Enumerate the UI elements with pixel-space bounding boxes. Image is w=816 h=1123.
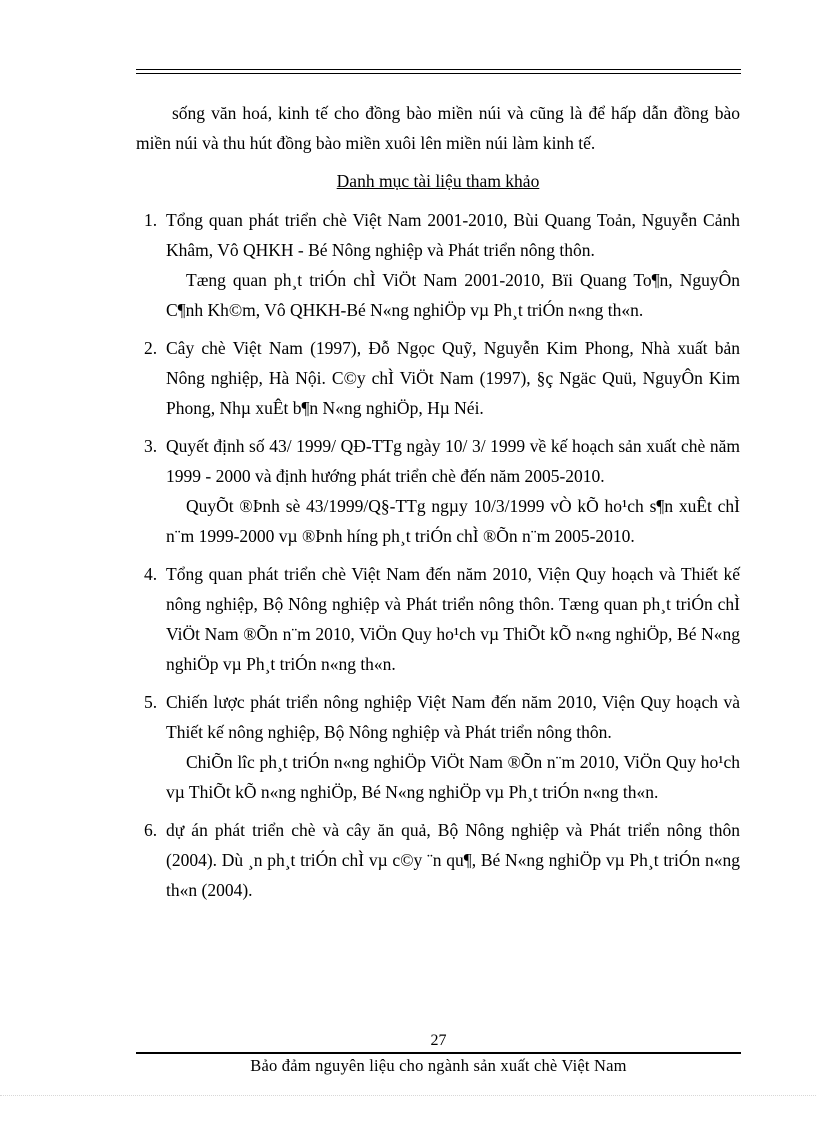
intro-paragraph: sống văn hoá, kinh tế cho đồng bào miền núi và cũng là để hấp dẫn đồng bào miền núi và thu hút đồng bào miền xuôi lên miền núi làm kinh tế. <box>136 103 740 153</box>
running-footer: Bảo đảm nguyên liệu cho ngành sản xuất chè Việt Nam <box>250 1056 627 1075</box>
reference-text: Cây chè Việt Nam (1997), Đỗ Ngọc Quỹ, Nguyễn Kim Phong, Nhà xuất bản Nông nghiệp, Hà Nội. <box>166 338 740 388</box>
reference-garbled-text: C©y chÌ ViÖt Nam (1997), §ç Ngäc Quü, NguyÔn Kim Phong, Nhµ xuÊt b¶n N«ng nghiÖp, Hµ Néi. <box>166 368 740 418</box>
reference-garbled-text: ChiÕn lîc ph¸t triÓn n«ng nghiÖp ViÖt Nam ®Õn n¨m 2010, ViÖn Quy ho¹ch vµ ThiÕt kÕ n«ng nghiÖp, Bé N«ng nghiÖp vµ Ph¸t triÓn n«ng th«n. <box>166 752 740 802</box>
reference-text: dự án phát triển chè và cây ăn quả, Bộ Nông nghiệp và Phát triển nông thôn (2004). <box>166 820 740 870</box>
page-number: 27 <box>430 1032 447 1049</box>
references-list <box>136 205 740 905</box>
reference-text: Tổng quan phát triển chè Việt Nam đến năm 2010, Viện Quy hoạch và Thiết kế nông nghiệp, Bộ Nông nghiệp và Phát triển nông thôn. <box>166 564 740 614</box>
reference-number: 5. <box>144 692 158 712</box>
reference-item <box>136 431 740 551</box>
reference-item <box>136 205 740 325</box>
reference-item <box>136 559 740 679</box>
reference-number: 3. <box>144 436 158 456</box>
references-title: Danh mục tài liệu tham khảo <box>336 171 540 191</box>
reference-text: Quyết định số 43/ 1999/ QĐ-TTg ngày 10/ 3/ 1999 về kế hoạch sản xuất chè năm 1999 - 2000 và định hướng phát triển chè đến năm 2005-2010. <box>166 436 740 486</box>
reference-garbled-text: QuyÕt ®Þnh sè 43/1999/Q§-TTg ngµy 10/3/1999 vÒ kÕ ho¹ch s¶n xuÊt chÌ n¨m 1999-2000 vµ ®Þnh híng ph¸t triÓn chÌ ®Õn n¨m 2005-2010. <box>166 496 740 546</box>
page-edge-divider <box>0 1095 816 1096</box>
reference-number: 4. <box>144 564 158 584</box>
reference-text: Chiến lược phát triển nông nghiệp Việt Nam đến năm 2010, Viện Quy hoạch và Thiết kế nông nghiệp, Bộ Nông nghiệp và Phát triển nông thôn. <box>166 692 740 742</box>
reference-item <box>136 333 740 423</box>
footer-rule <box>136 1052 741 1054</box>
reference-garbled-text: Tæng quan ph¸t triÓn chÌ ViÖt Nam 2001-2010, Bïi Quang To¶n, NguyÔn C¶nh Kh©m, Vô QHKH-Bé N«ng nghiÖp vµ Ph¸t triÓn n«ng th«n. <box>166 270 740 320</box>
header-double-rule <box>136 69 741 74</box>
reference-number: 2. <box>144 338 158 358</box>
reference-item <box>136 815 740 905</box>
reference-number: 6. <box>144 820 158 840</box>
reference-text: Tổng quan phát triển chè Việt Nam 2001-2010, Bùi Quang Toản, Nguyễn Cảnh Khâm, Vô QHKH - Bé Nông nghiệp và Phát triển nông thôn. <box>166 210 740 260</box>
reference-garbled-text: Dù ¸n ph¸t triÓn chÌ vµ c©y ¨n qu¶, Bé N«ng nghiÖp vµ Ph¸t triÓn n«ng th«n (2004). <box>166 850 740 900</box>
page-body <box>136 98 740 913</box>
reference-number: 1. <box>144 210 158 230</box>
reference-garbled-text: Tæng quan ph¸t triÓn chÌ ViÖt Nam ®Õn n¨m 2010, ViÖn Quy ho¹ch vµ ThiÕt kÕ n«ng nghiÖp, Bé N«ng nghiÖp vµ Ph¸t triÓn n«ng th«n. <box>166 594 740 674</box>
reference-item <box>136 687 740 807</box>
